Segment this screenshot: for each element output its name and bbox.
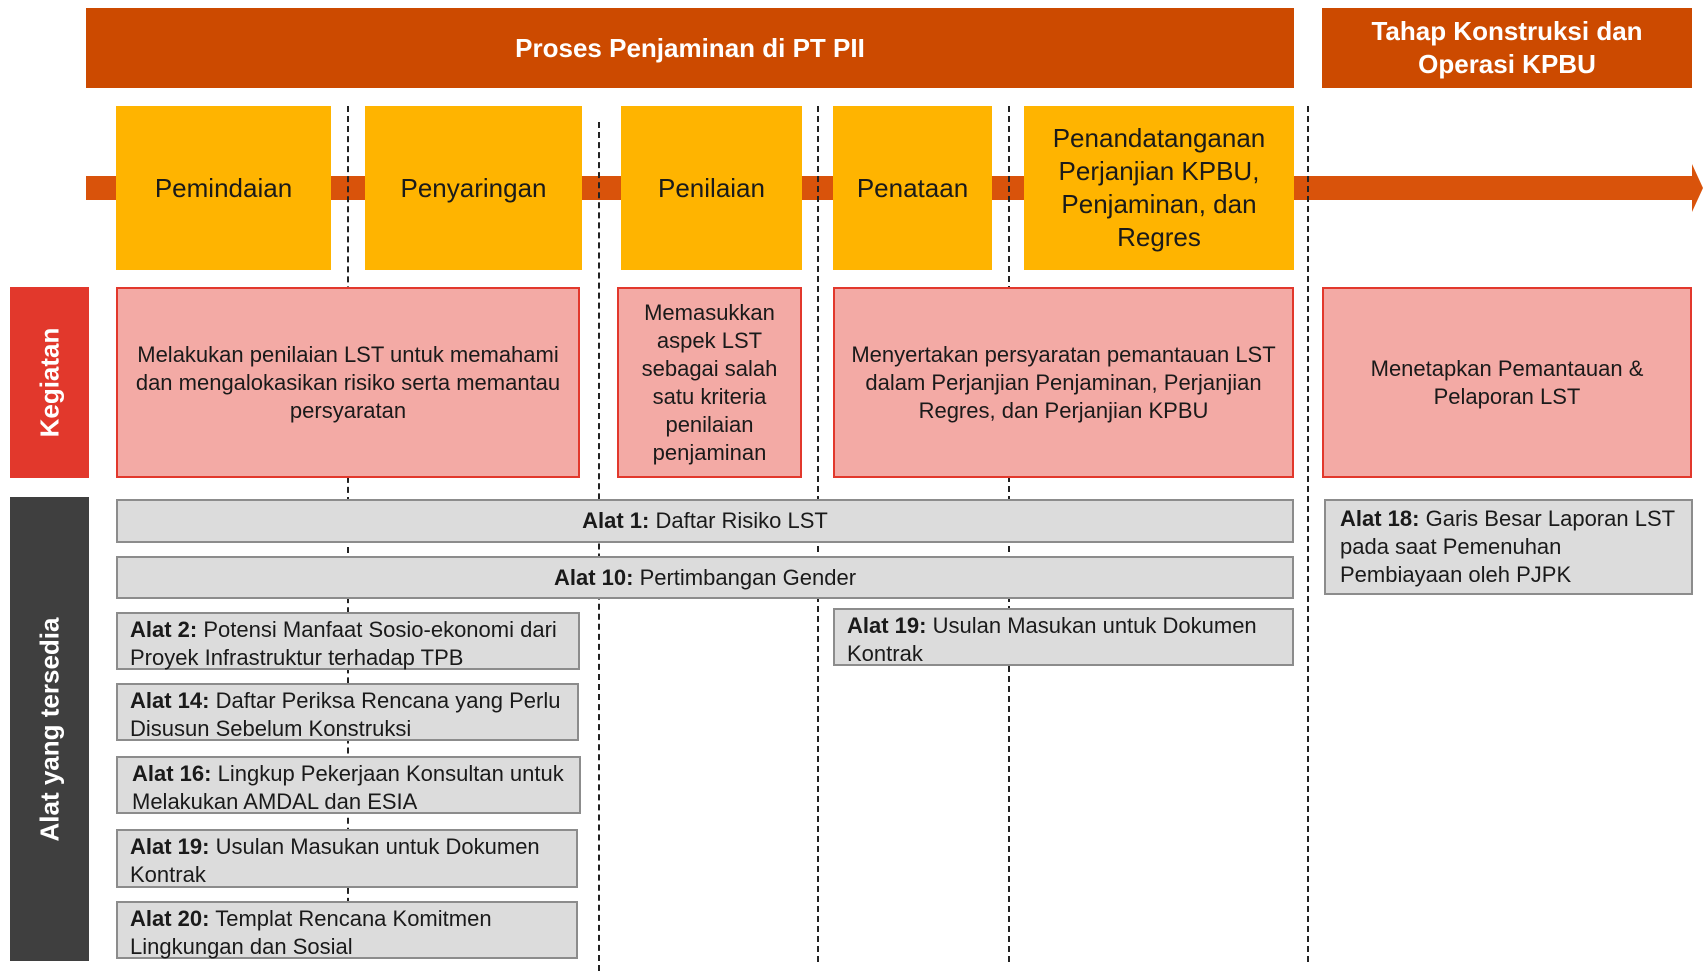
tool-name: Alat 19: — [847, 613, 927, 638]
activity-box: Memasukkan aspek LST sebagai salah satu kriteria penilaian penjaminan — [617, 287, 802, 478]
header-construction-title: Tahap Konstruksi dan Operasi KPBU — [1322, 8, 1692, 88]
tool-box-alat-14 — [116, 683, 579, 741]
phase-separator — [598, 122, 600, 971]
tool-name: Alat 16: — [132, 761, 212, 786]
tool-box-alat-20 — [116, 901, 578, 959]
side-label-kegiatan — [10, 287, 89, 478]
activity-box: Menetapkan Pemantauan & Pelaporan LST — [1322, 287, 1692, 478]
tool-name: Alat 19: — [130, 834, 210, 859]
tool-desc: Potensi Manfaat Sosio-ekonomi dari Proyek Infrastruktur terhadap TPB — [130, 617, 557, 670]
tool-box-alat-18 — [1324, 499, 1693, 595]
tool-box-alat-19 — [116, 829, 578, 888]
timeline-arrow-head — [1692, 164, 1703, 212]
tool-name: Alat 14: — [130, 688, 210, 713]
tool-box-alat-1 — [116, 499, 1294, 543]
tool-box-alat-2 — [116, 612, 580, 670]
tool-desc: Daftar Risiko LST — [655, 508, 828, 533]
tool-desc: Pertimbangan Gender — [639, 564, 857, 590]
side-label-tools-text: Alat yang tersedia — [34, 617, 65, 841]
phase-penyaringan: Penyaringan — [365, 106, 582, 270]
tool-box-alat-10 — [116, 556, 1294, 599]
activity-box: Melakukan penilaian LST untuk memahami dan mengalokasikan risiko serta memantau persyaratan — [116, 287, 580, 478]
phase-pemindaian: Pemindaian — [116, 106, 331, 270]
phase-penandatanganan: Penandatanganan Perjanjian KPBU, Penjaminan, dan Regres — [1024, 106, 1294, 270]
phase-separator — [1307, 106, 1309, 962]
tool-name: Alat 10: — [553, 564, 634, 590]
activity-box: Menyertakan persyaratan pemantauan LST dalam Perjanjian Penjaminan, Perjanjian Regres, dan Perjanjian KPBU — [833, 287, 1294, 478]
tool-name: Alat 2: — [130, 617, 198, 642]
tool-desc: Daftar Periksa Rencana yang Perlu Disusun Sebelum Konstruksi — [130, 688, 561, 741]
header-process-title: Proses Penjaminan di PT PII — [86, 8, 1294, 88]
side-label-tools — [10, 497, 89, 961]
tool-desc: Garis Besar Laporan LST pada saat Pemenuhan Pembiayaan oleh PJPK — [1340, 506, 1675, 587]
phase-penilaian: Penilaian — [621, 106, 802, 270]
tool-box-alat-19 — [833, 608, 1294, 666]
tool-desc: Usulan Masukan untuk Dokumen Kontrak — [847, 613, 1257, 666]
tool-name: Alat 20: — [130, 906, 210, 931]
side-label-kegiatan-text: Kegiatan — [34, 327, 64, 438]
tool-name: Alat 1: — [582, 508, 650, 533]
phase-penataan: Penataan — [833, 106, 992, 270]
tool-desc: Lingkup Pekerjaan Konsultan untuk Melakukan AMDAL dan ESIA — [132, 761, 564, 814]
tool-box-alat-16 — [116, 756, 581, 814]
tool-name: Alat 18: — [1340, 506, 1420, 531]
tool-desc: Templat Rencana Komitmen Lingkungan dan Sosial — [130, 906, 492, 959]
tool-desc: Usulan Masukan untuk Dokumen Kontrak — [130, 834, 540, 887]
